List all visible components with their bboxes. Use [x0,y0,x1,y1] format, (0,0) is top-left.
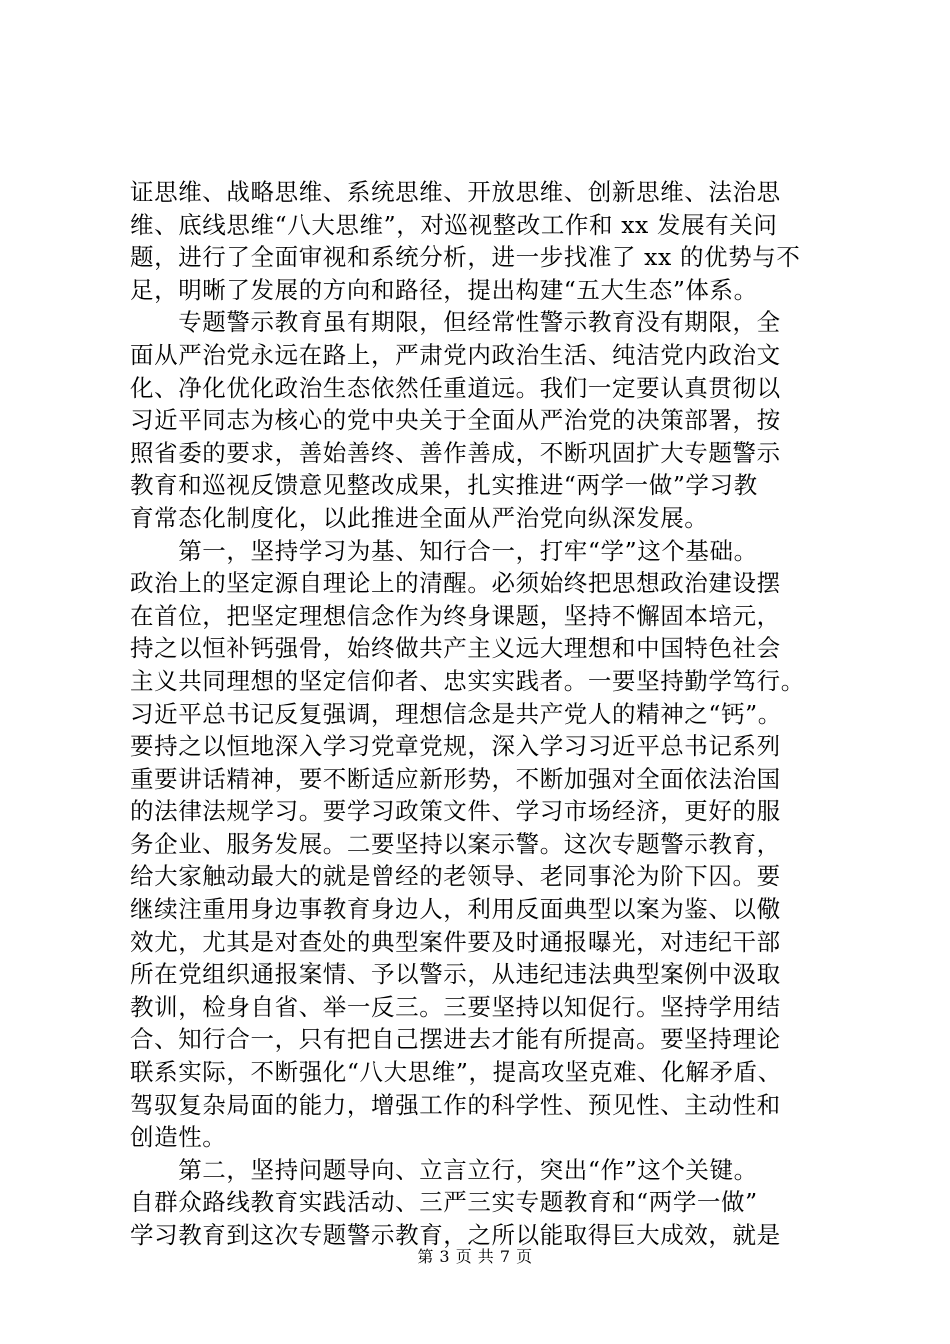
text-line: 创造性。 [130,1123,227,1152]
text-line: 驾驭复杂局面的能力，增强工作的科学性、预见性、主动性和 [130,1090,781,1119]
text-line: 给大家触动最大的就是曾经的老领导、老同事沦为阶下囚。要 [130,862,781,891]
text-line: 效尤，尤其是对查处的典型案件要及时通报曝光，对违纪干部 [130,927,781,956]
text-line: 专题警示教育虽有期限，但经常性警示教育没有期限，全 [130,308,781,337]
text-line: 联系实际，不断强化“八大思维”，提高攻坚克难、化解矛盾、 [130,1058,782,1087]
text-line: 维、底线思维“八大思维”，对巡视整改工作和 xx 发展有关问 [130,210,778,239]
text-line: 第二，坚持问题导向、立言立行，突出“作”这个关键。 [130,1155,758,1184]
text-line: 习近平同志为核心的党中央关于全面从严治党的决策部署，按 [130,406,781,435]
text-line: 习近平总书记反复强调，理想信念是共产党人的精神之“钙”。 [130,699,782,728]
text-line: 所在党组织通报案情、予以警示，从违纪违法典型案例中汲取 [130,960,781,989]
text-line: 的法律法规学习。要学习政策文件、学习市场经济，更好的服 [130,797,781,826]
text-line: 要持之以恒地深入学习党章党规，深入学习习近平总书记系列 [130,732,781,761]
text-line: 务企业、服务发展。二要坚持以案示警。这次专题警示教育， [130,829,781,858]
text-line: 第一，坚持学习为基、知行合一，打牢“学”这个基础。 [130,536,758,565]
page-number-footer: 第 3 页 共 7 页 [417,1247,533,1266]
text-line: 主义共同理想的坚定信仰者、忠实实践者。一要坚持勤学笃行。 [130,666,805,695]
text-line: 化、净化优化政治生态依然任重道远。我们一定要认真贯彻以 [130,373,781,402]
text-line: 教训，检身自省、举一反三。三要坚持以知促行。坚持学用结 [130,992,781,1021]
document-body [130,176,830,1252]
text-line: 教育和巡视反馈意见整改成果，扎实推进“两学一做”学习教 [130,471,758,500]
text-line: 重要讲话精神，要不断适应新形势，不断加强对全面依法治国 [130,764,781,793]
text-line: 政治上的坚定源自理论上的清醒。必须始终把思想政治建设摆 [130,569,781,598]
text-line: 证思维、战略思维、系统思维、开放思维、创新思维、法治思 [130,178,781,206]
text-line: 育常态化制度化，以此推进全面从严治党向纵深发展。 [130,503,709,532]
text-line: 继续注重用身边事教育身边人，利用反面典型以案为鉴、以儆 [130,895,781,924]
text-line: 在首位，把坚定理想信念作为终身课题，坚持不懈固本培元， [130,601,781,630]
text-line: 合、知行合一，只有把自己摆进去才能有所提高。要坚持理论 [130,1025,781,1054]
text-line: 持之以恒补钙强骨，始终做共产主义远大理想和中国特色社会 [130,634,781,663]
text-line: 题，进行了全面审视和系统分析，进一步找准了 xx 的优势与不 [130,243,801,272]
text-line: 照省委的要求，善始善终、善作善成，不断巩固扩大专题警示 [130,438,781,467]
text-line: 学习教育到这次专题警示教育，之所以能取得巨大成效，就是 [130,1221,781,1249]
text-line: 面从严治党永远在路上，严肃党内政治生活、纯洁党内政治文 [130,340,781,369]
text-line: 足，明晰了发展的方向和路径，提出构建“五大生态”体系。 [130,275,758,304]
text-line: 自群众路线教育实践活动、三严三实专题教育和“两学一做” [130,1188,758,1217]
